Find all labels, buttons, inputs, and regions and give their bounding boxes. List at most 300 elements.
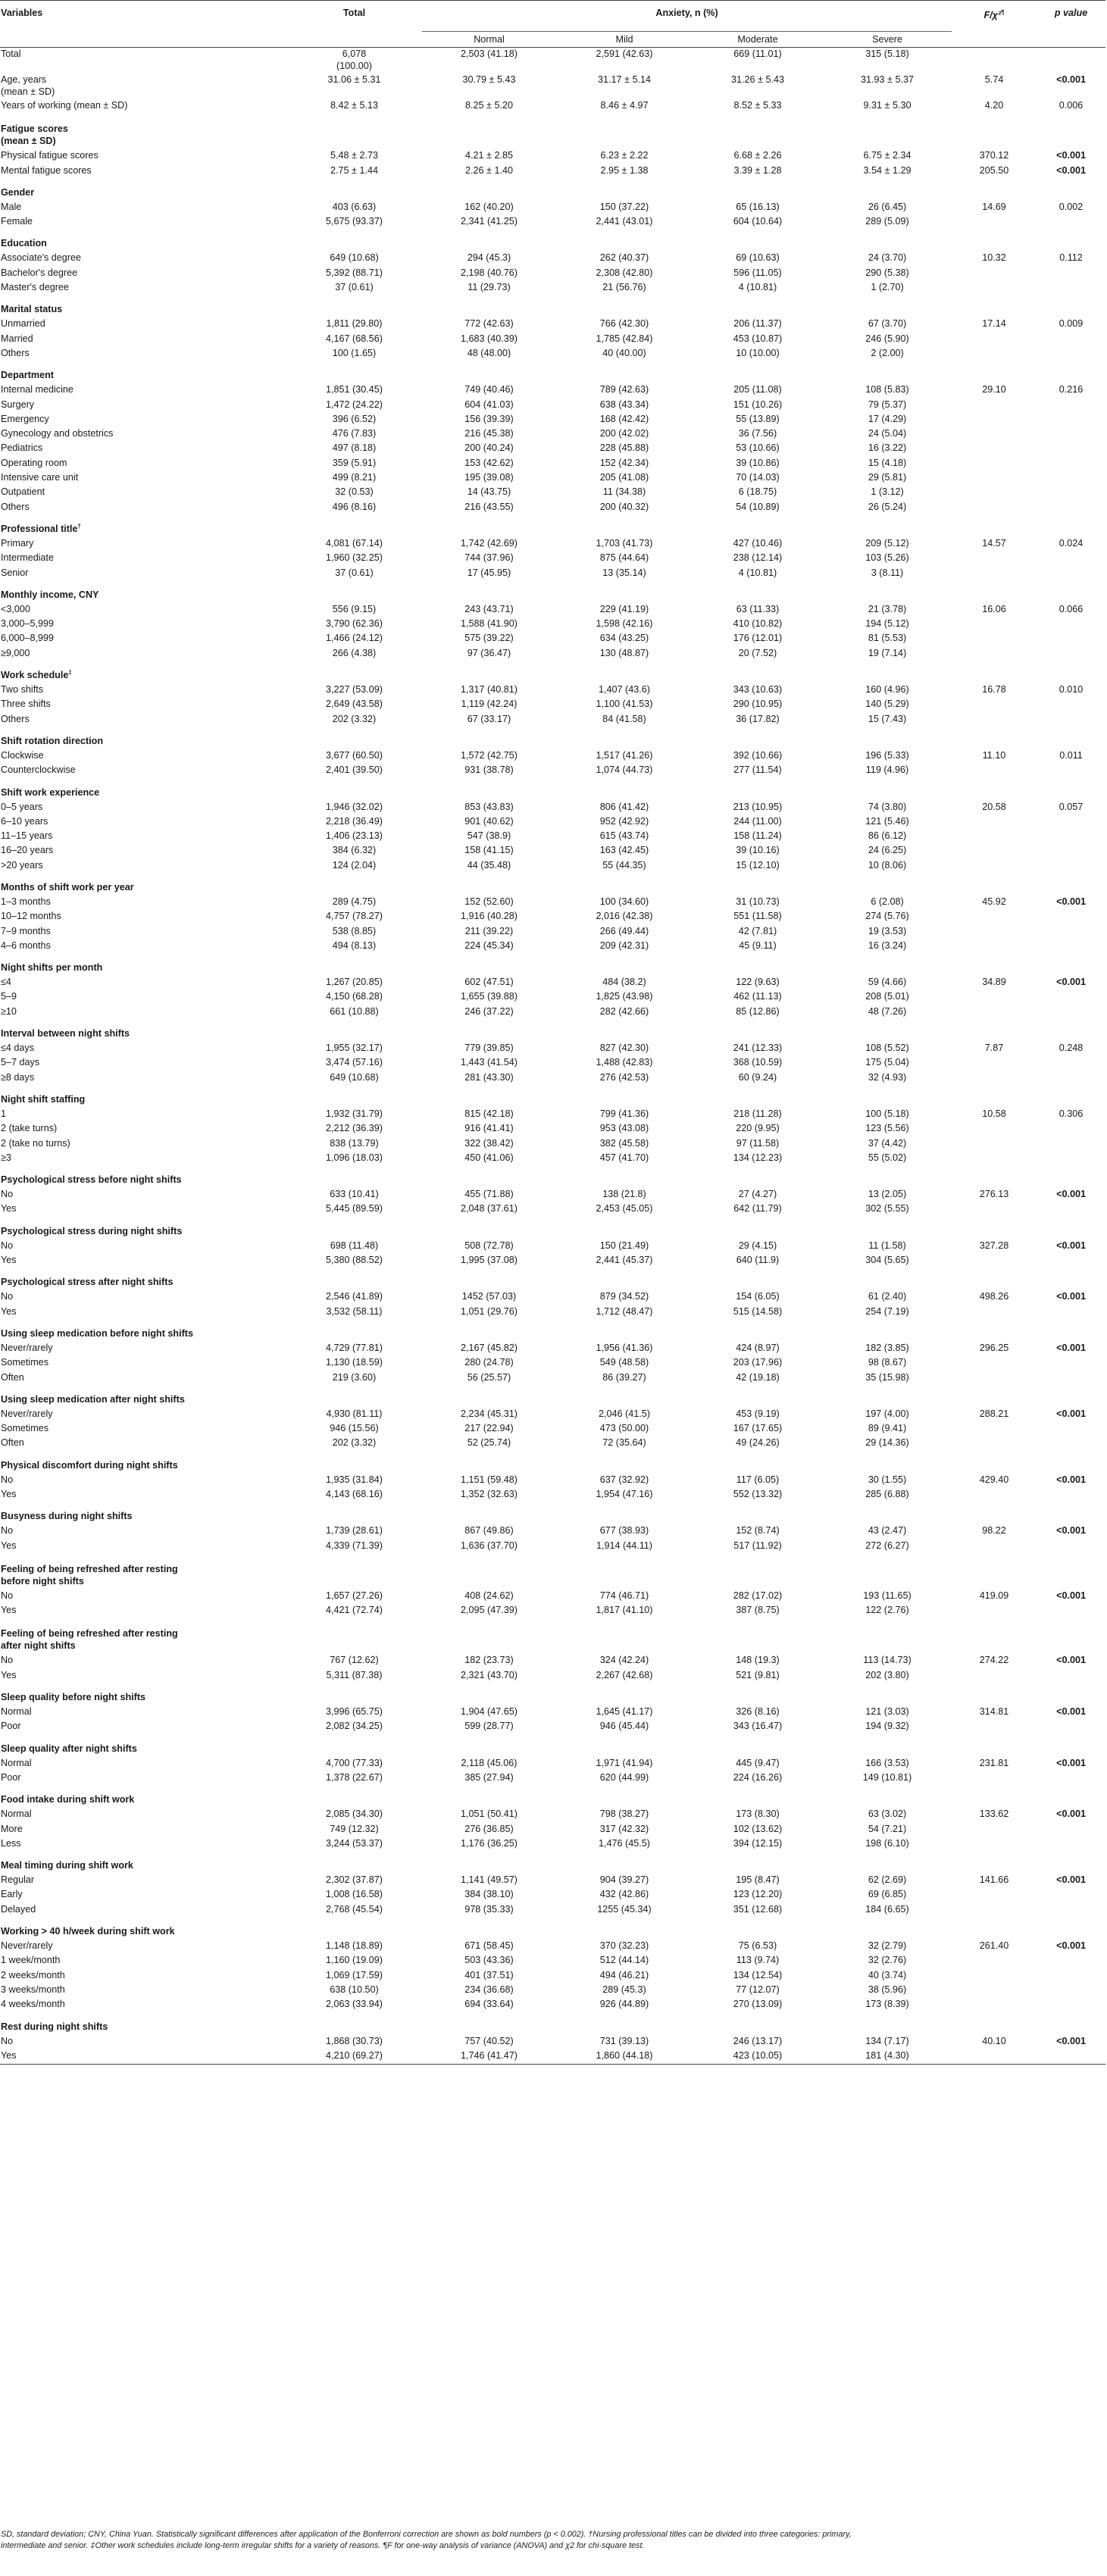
cell-statistic: 429.40 [979, 1474, 1009, 1485]
cell-total: 219 (3.60) [332, 1371, 377, 1383]
cell-statistic [952, 1998, 1037, 2012]
cell-statistic [952, 1604, 1037, 1618]
header-statistic [952, 1, 1037, 48]
label-text: Gynecology and obstetrics [1, 428, 114, 439]
section-header-row [0, 295, 1105, 317]
cell-mild: 2,308 (42.80) [596, 267, 653, 278]
section-header-row [0, 114, 1105, 149]
cell-moderate: 552 (13.32) [733, 1489, 783, 1499]
row-label [0, 1254, 286, 1268]
cell-severe: 9.31 ± 5.30 [863, 100, 912, 111]
table-row [0, 990, 1105, 1005]
footnote-line-2: intermediate and senior. ‡Other work schedules include long-term irregular shifts for a variety of reasons. ¶F for one-way analysis of variance (ANOVA) and χ2 for chi-square test. [1, 2541, 645, 2550]
cell-moderate: 6.68 ± 2.26 [733, 150, 782, 161]
header-p-value-text: p value [1054, 8, 1088, 18]
cell-p-value [1037, 48, 1105, 74]
table-body [0, 48, 1105, 2065]
cell-normal: 1,141 (49.57) [461, 1874, 518, 1886]
cell-moderate: 410 (10.82) [733, 618, 783, 630]
label-text: Normal [1, 1757, 32, 1768]
row-label [0, 632, 286, 646]
cell-mild: 1,712 (48.47) [596, 1305, 653, 1317]
cell-mild: 2,453 (45.05) [596, 1203, 653, 1215]
cell-normal: 853 (43.83) [464, 801, 514, 812]
cell-mild: 13 (35.14) [602, 567, 646, 578]
cell-moderate: 85 (12.86) [736, 1005, 780, 1017]
cell-p-value: <0.001 [1056, 1940, 1086, 1952]
row-label [0, 73, 286, 99]
table-row [0, 281, 1105, 295]
row-label [0, 1837, 286, 1852]
cell-moderate: 244 (11.00) [733, 815, 782, 827]
cell-moderate: 55 (13.89) [736, 413, 780, 424]
row-label [0, 99, 286, 114]
cell-mild: 11 (34.38) [602, 486, 646, 498]
cell-mild: 634 (43.25) [599, 633, 649, 644]
cell-total: 5,675 (93.37) [326, 216, 383, 227]
header-moderate: Moderate [737, 34, 778, 45]
cell-mild: 276 (42.53) [599, 1071, 649, 1083]
cell-total: 403 (6.63) [332, 201, 377, 212]
cell-total: 698 (11.48) [330, 1240, 379, 1251]
cell-total: 496 (8.16) [332, 501, 377, 512]
row-label [0, 1108, 286, 1122]
cell-moderate: 246 (13.17) [733, 2035, 783, 2046]
cell-normal: 772 (42.63) [464, 318, 514, 330]
cell-p-value [1037, 486, 1105, 500]
label-text: Regular [1, 1874, 35, 1886]
cell-normal: 4.21 ± 2.85 [465, 150, 513, 161]
table-row [0, 1540, 1105, 1554]
cell-p-value [1037, 939, 1105, 954]
cell-normal: 2,321 (43.70) [461, 1669, 518, 1680]
table-row [0, 801, 1105, 815]
cell-severe: 246 (5.90) [865, 333, 909, 344]
label-text: Normal [1, 1809, 32, 1820]
cell-p-value [1037, 647, 1105, 661]
cell-normal: 182 (23.73) [464, 1655, 514, 1666]
cell-mild: 8.46 ± 4.97 [600, 100, 649, 111]
cell-severe: 16 (3.22) [868, 442, 907, 454]
cell-severe: 1 (3.12) [871, 486, 904, 498]
cell-statistic [952, 713, 1037, 727]
cell-severe: 121 (3.03) [865, 1706, 909, 1718]
label-text: 3 weeks/month [1, 1984, 65, 1995]
cell-severe: 198 (6.10) [865, 1837, 909, 1849]
label-text: 2 weeks/month [1, 1969, 65, 1980]
section-spacer [286, 1218, 1105, 1240]
cell-total: 4,757 (78.27) [326, 911, 383, 922]
row-label [0, 1654, 286, 1668]
section-header-row [0, 230, 1105, 252]
cell-normal: 815 (42.18) [464, 1108, 514, 1119]
cell-statistic: 370.12 [979, 150, 1009, 161]
label-text: Feeling of being refreshed after resting [1, 1563, 178, 1574]
row-label [0, 457, 286, 471]
cell-mild: 205 (41.08) [599, 472, 649, 483]
cell-moderate: 10 (10.00) [736, 347, 780, 358]
cell-total: 6,078 (100.00) [336, 48, 372, 71]
table-row [0, 647, 1105, 661]
cell-severe: 15 (7.43) [868, 713, 907, 724]
cell-mild: 282 (42.66) [599, 1005, 649, 1017]
label-text: Two shifts [1, 684, 43, 696]
cell-statistic [952, 1202, 1037, 1217]
table-row [0, 815, 1105, 830]
cell-total: 2,401 (39.50) [326, 764, 383, 776]
row-label [0, 1356, 286, 1371]
cell-p-value [1037, 764, 1105, 778]
cell-moderate: 31 (10.73) [736, 896, 780, 907]
label-text: Professional title [1, 523, 78, 534]
cell-severe: 89 (9.41) [868, 1423, 907, 1434]
row-label [0, 1954, 286, 1968]
cell-p-value: 0.066 [1059, 603, 1084, 614]
cell-moderate: 122 (9.63) [736, 977, 780, 988]
cell-p-value [1037, 457, 1105, 471]
cell-total: 1,657 (27.26) [326, 1590, 383, 1601]
cell-p-value [1037, 1903, 1105, 1918]
cell-moderate: 3.39 ± 1.28 [733, 164, 782, 176]
cell-p-value [1037, 1604, 1105, 1618]
cell-severe: 26 (5.24) [868, 501, 907, 512]
label-text: Surgery [1, 399, 35, 410]
table-row [0, 1137, 1105, 1152]
cell-moderate: 277 (11.54) [733, 764, 782, 776]
row-label [0, 486, 286, 500]
cell-moderate: 423 (10.05) [693, 2049, 823, 2065]
label-text: Marital status [1, 304, 63, 315]
cell-statistic [952, 844, 1037, 858]
cell-moderate: 596 (11.05) [733, 267, 782, 278]
cell-severe: 290 (5.38) [865, 267, 909, 278]
cell-total: 3,244 (53.37) [326, 1837, 383, 1849]
row-label [0, 267, 286, 281]
row-label [0, 1998, 286, 2012]
row-label [0, 1342, 286, 1356]
section-header-row [0, 1786, 1105, 1808]
row-label [0, 844, 286, 858]
label-text: Mental fatigue scores [1, 164, 92, 176]
cell-total: 3,532 (58.11) [326, 1305, 383, 1317]
cell-moderate: 640 (11.9) [736, 1255, 780, 1266]
cell-p-value [1037, 552, 1105, 566]
table-row [0, 1654, 1105, 1668]
cell-p-value [1037, 1005, 1105, 1020]
table-row [0, 830, 1105, 844]
cell-total: 494 (8.13) [332, 939, 377, 951]
cell-p-value [1037, 567, 1105, 581]
label-text: Yes [1, 1203, 17, 1215]
header-normal: Normal [474, 34, 505, 45]
cell-p-value [1037, 1202, 1105, 1217]
section-label [0, 361, 286, 383]
section-label [0, 1452, 286, 1474]
cell-p-value [1037, 844, 1105, 858]
table-row [0, 1998, 1105, 2012]
row-label [0, 801, 286, 815]
row-label [0, 427, 286, 442]
cell-statistic [952, 925, 1037, 939]
section-header-row [0, 1086, 1105, 1108]
label-text: ≥3 [1, 1152, 11, 1163]
cell-statistic [952, 939, 1037, 954]
cell-mild: 1,971 (41.94) [596, 1757, 653, 1768]
cell-p-value [1037, 617, 1105, 632]
cell-total: 4,081 (67.14) [326, 537, 383, 549]
label-text: Psychological stress during night shifts [1, 1225, 183, 1236]
cell-statistic [952, 1137, 1037, 1152]
cell-moderate: 387 (8.75) [736, 1605, 780, 1616]
cell-normal: 408 (24.62) [464, 1590, 514, 1601]
section-label [0, 1618, 286, 1654]
cell-total: 202 (3.32) [332, 713, 377, 724]
section-header-row [0, 1852, 1105, 1874]
table-row [0, 1969, 1105, 1984]
cell-moderate: 213 (10.95) [733, 801, 783, 812]
section-spacer [286, 1452, 1105, 1474]
label-text: Interval between night shifts [1, 1028, 130, 1039]
row-label [0, 683, 286, 698]
label-text: before night shifts [1, 1575, 84, 1587]
section-header-row [0, 179, 1105, 201]
cell-mild: 6.23 ± 2.22 [600, 150, 649, 161]
cell-mild: 637 (32.92) [599, 1474, 649, 1485]
cell-mild: 620 (44.99) [599, 1771, 649, 1783]
label-text: ≥8 days [1, 1071, 35, 1083]
label-text: Years of working (mean ± SD) [1, 100, 128, 111]
cell-normal: 1,051 (50.41) [461, 1809, 518, 1820]
cell-statistic [952, 552, 1037, 566]
label-text: Operating room [1, 457, 67, 468]
cell-statistic [952, 1152, 1037, 1166]
cell-severe: 13 (2.05) [868, 1189, 907, 1200]
cell-moderate: 462 (11.13) [733, 991, 782, 1002]
section-header-row [0, 1020, 1105, 1042]
label-text: More [1, 1823, 23, 1834]
section-header-row [0, 1452, 1105, 1474]
cell-normal: 547 (38.9) [467, 830, 511, 842]
row-label [0, 1290, 286, 1305]
table-row [0, 1604, 1105, 1618]
cell-moderate: 424 (8.97) [736, 1342, 780, 1353]
cell-normal: 97 (36.47) [467, 647, 511, 658]
cell-p-value [1037, 333, 1105, 347]
cell-severe: 21 (3.78) [868, 603, 907, 614]
cell-mild: 1,956 (41.36) [596, 1342, 653, 1353]
label-text: No [1, 1525, 14, 1537]
section-spacer [286, 1166, 1105, 1188]
cell-moderate: 15 (12.10) [736, 859, 780, 871]
cell-statistic [952, 1954, 1037, 1968]
cell-normal: 200 (40.24) [464, 442, 514, 454]
cell-statistic [952, 1005, 1037, 1020]
cell-normal: 2,341 (41.25) [461, 216, 518, 227]
cell-normal: 604 (41.03) [464, 399, 514, 410]
cell-mild: 875 (44.64) [599, 552, 649, 564]
cell-p-value [1037, 1056, 1105, 1071]
cell-mild: 677 (38.93) [599, 1525, 649, 1537]
section-label [0, 1020, 286, 1042]
row-label [0, 1604, 286, 1618]
table-row [0, 1356, 1105, 1371]
cell-p-value: <0.001 [1056, 1590, 1086, 1601]
cell-severe: 123 (5.56) [865, 1123, 909, 1134]
cell-total: 1,946 (32.02) [326, 801, 383, 812]
label-text: Yes [1, 1305, 17, 1317]
cell-normal: 52 (25.74) [467, 1437, 511, 1449]
cell-moderate: 60 (9.24) [738, 1071, 777, 1083]
section-label [0, 1086, 286, 1108]
cell-moderate: 39 (10.86) [736, 457, 780, 468]
row-label [0, 1474, 286, 1488]
cell-statistic [952, 48, 1037, 74]
cell-moderate: 29 (4.15) [738, 1240, 777, 1251]
cell-mild: 2,441 (45.37) [596, 1255, 653, 1266]
label-text: Yes [1, 1540, 17, 1551]
cell-p-value: <0.001 [1056, 977, 1086, 988]
cell-p-value: <0.001 [1056, 1655, 1086, 1666]
label-text: No [1, 1291, 14, 1302]
cell-severe: 175 (5.04) [865, 1057, 909, 1068]
cell-statistic [952, 1771, 1037, 1786]
cell-p-value [1037, 815, 1105, 830]
label-text: 11–15 years [1, 830, 53, 842]
cell-statistic [952, 413, 1037, 427]
label-text: 1 [1, 1108, 7, 1119]
cell-severe: 55 (5.02) [868, 1152, 907, 1163]
cell-total: 124 (2.04) [332, 859, 377, 871]
section-header-row [0, 1218, 1105, 1240]
header-statistic-footnote: ¶ [1001, 9, 1005, 16]
cell-moderate: 158 (11.24) [733, 830, 782, 842]
cell-moderate: 427 (10.46) [733, 537, 783, 549]
section-label [0, 661, 286, 683]
cell-total: 5,311 (87.38) [326, 1669, 383, 1680]
label-text: Education [1, 238, 47, 249]
cell-p-value [1037, 267, 1105, 281]
cell-normal: 978 (35.33) [464, 1903, 514, 1915]
cell-normal: 243 (43.71) [464, 603, 514, 614]
cell-moderate: 517 (11.92) [733, 1540, 782, 1551]
cell-mild: 163 (42.45) [599, 845, 649, 856]
cell-p-value: 0.057 [1059, 801, 1084, 812]
cell-p-value [1037, 1436, 1105, 1451]
cell-total: 1,955 (32.17) [326, 1043, 383, 1054]
cell-mild: 789 (42.63) [599, 384, 649, 395]
cell-severe: 108 (5.83) [865, 384, 909, 395]
cell-mild: 86 (39.27) [602, 1371, 646, 1383]
table-row [0, 632, 1105, 646]
cell-severe: 196 (5.33) [865, 749, 909, 761]
label-text: Using sleep medication before night shifts [1, 1327, 194, 1339]
cell-statistic [952, 1371, 1037, 1386]
label-text: >20 years [1, 859, 43, 871]
row-label [0, 1488, 286, 1502]
table-row [0, 1342, 1105, 1356]
label-text: Yes [1, 1605, 17, 1616]
cell-p-value [1037, 281, 1105, 295]
cell-total: 2,082 (34.25) [326, 1721, 383, 1732]
cell-total: 1,378 (22.67) [326, 1771, 383, 1783]
table-row [0, 99, 1105, 114]
cell-statistic: 34.89 [982, 977, 1006, 988]
cell-normal: 450 (41.06) [464, 1152, 514, 1163]
row-label [0, 1524, 286, 1539]
cell-normal: 867 (49.86) [464, 1525, 514, 1537]
cell-statistic: 205.50 [979, 164, 1009, 176]
cell-mild: 1,785 (42.84) [596, 333, 653, 344]
cell-normal: 1,995 (37.08) [461, 1255, 518, 1266]
cell-statistic [952, 281, 1037, 295]
cell-severe: 272 (6.27) [865, 1540, 909, 1551]
table-row [0, 1254, 1105, 1268]
table-row [0, 939, 1105, 954]
cell-total: 4,167 (68.56) [326, 333, 383, 344]
cell-statistic: 10.32 [982, 252, 1006, 264]
section-spacer [286, 1320, 1105, 1342]
cell-p-value [1037, 399, 1105, 413]
cell-mild: 100 (34.60) [599, 896, 649, 907]
cell-statistic [952, 647, 1037, 661]
cell-total: 3,996 (65.75) [326, 1706, 383, 1718]
row-label [0, 252, 286, 266]
cell-moderate: 113 (9.74) [736, 1955, 780, 1966]
section-label [0, 1786, 286, 1808]
label-text: Intensive care unit [1, 472, 79, 483]
label-text: Work schedule [1, 670, 69, 681]
cell-mild: 2.95 ± 1.38 [600, 164, 649, 176]
section-label [0, 1268, 286, 1290]
cell-normal: 385 (27.94) [464, 1771, 514, 1783]
cell-mild: 1,488 (42.83) [596, 1057, 653, 1068]
cell-severe: 181 (4.30) [823, 2049, 952, 2065]
table-row [0, 603, 1105, 617]
cell-p-value [1037, 1356, 1105, 1371]
table-row [0, 1837, 1105, 1852]
cell-mild: 370 (32.23) [599, 1940, 649, 1952]
table-row [0, 347, 1105, 361]
cell-statistic: 327.28 [979, 1240, 1009, 1251]
table-row [0, 383, 1105, 398]
section-header-row [0, 1735, 1105, 1757]
table-row [0, 427, 1105, 442]
cell-normal: 48 (48.00) [467, 347, 511, 358]
cell-normal: 153 (42.62) [464, 457, 514, 468]
table-row [0, 764, 1105, 778]
cell-mild: 432 (42.86) [599, 1889, 649, 1900]
table-row [0, 48, 1105, 74]
cell-severe: 11 (1.58) [868, 1240, 906, 1251]
label-text: after night shifts [1, 1640, 76, 1652]
table-header [0, 1, 1105, 48]
label-text: <3,000 [1, 603, 30, 614]
table-row [0, 413, 1105, 427]
label-text: 6,000–8,999 [1, 633, 55, 644]
cell-moderate: 134 (12.54) [733, 1969, 783, 1980]
row-label [0, 149, 286, 164]
section-spacer [286, 1618, 1105, 1654]
table-row [0, 1240, 1105, 1254]
label-text: Physical fatigue scores [1, 150, 99, 161]
cell-mild: 138 (21.8) [602, 1189, 646, 1200]
label-text: Never/rarely [1, 1940, 53, 1952]
row-label [0, 1705, 286, 1720]
label-text: Months of shift work per year [1, 881, 134, 893]
cell-mild: 953 (43.08) [599, 1123, 649, 1134]
section-spacer [286, 1554, 1105, 1590]
label-text: No [1, 1240, 14, 1251]
